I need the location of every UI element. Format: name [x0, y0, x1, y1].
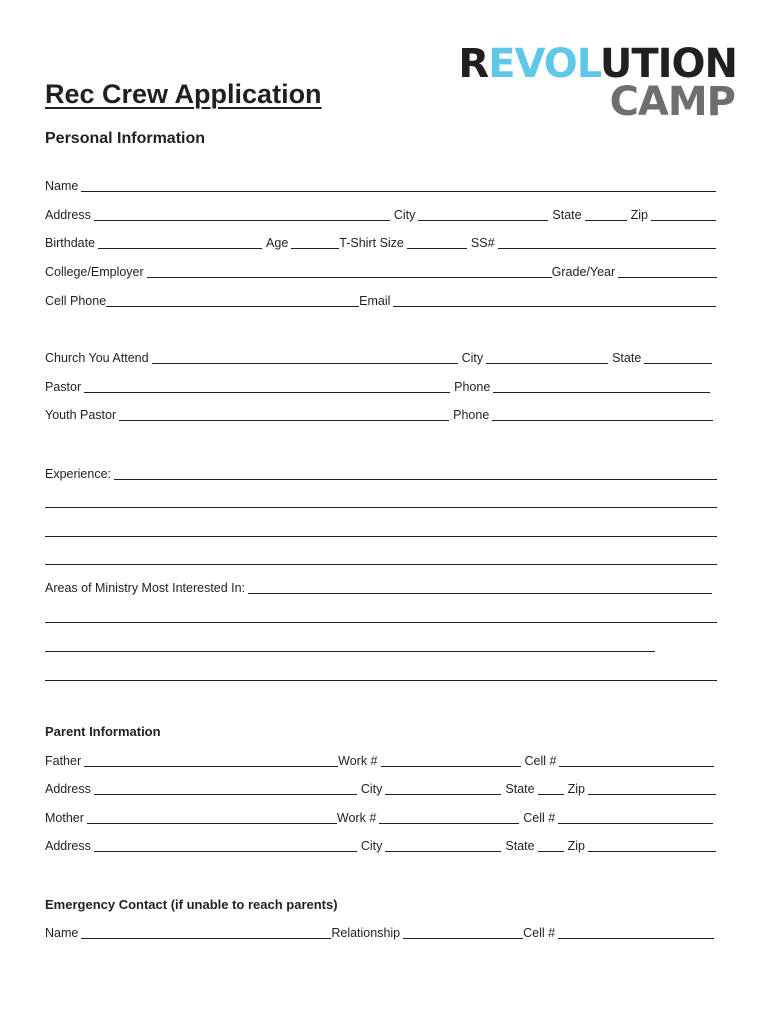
- mother-city-label: City: [360, 839, 383, 853]
- father-address-row: [45, 779, 716, 797]
- grade-field[interactable]: [618, 264, 717, 278]
- section-emergency: Emergency Contact (if unable to reach parents): [45, 897, 338, 912]
- cell-phone-row: [45, 291, 716, 309]
- age-label: Age: [266, 236, 289, 250]
- pastor-label: Pastor: [45, 380, 82, 394]
- church-city-field[interactable]: [486, 350, 608, 364]
- name-field[interactable]: [81, 178, 716, 192]
- relationship-field[interactable]: [403, 925, 523, 939]
- address-field[interactable]: [94, 207, 390, 221]
- areas-label: Areas of Ministry Most Interested In:: [45, 581, 246, 595]
- mother-address-field[interactable]: [94, 838, 357, 852]
- birthdate-label: Birthdate: [45, 236, 96, 250]
- church-field[interactable]: [152, 350, 458, 364]
- father-label: Father: [45, 754, 82, 768]
- page-title: Rec Crew Application: [45, 79, 322, 109]
- emergency-cell-field[interactable]: [558, 925, 714, 939]
- youth-pastor-row: [45, 405, 713, 423]
- father-row: [45, 751, 714, 769]
- zip-field[interactable]: [651, 207, 716, 221]
- areas-line-3[interactable]: [45, 651, 655, 652]
- logo-letters-dark-a: R: [458, 41, 489, 87]
- emergency-name-label: Name: [45, 926, 79, 940]
- experience-field[interactable]: [114, 466, 717, 480]
- father-cell-label: Cell #: [524, 754, 557, 768]
- ss-label: SS#: [470, 236, 495, 250]
- mother-cell-label: Cell #: [523, 811, 556, 825]
- mother-work-label: Work #: [336, 811, 377, 825]
- ss-field[interactable]: [498, 235, 716, 249]
- areas-line-4[interactable]: [45, 680, 717, 681]
- email-field[interactable]: [393, 293, 716, 307]
- logo-line-2: CAMP: [609, 79, 735, 125]
- name-row: [45, 176, 716, 194]
- church-label: Church You Attend: [45, 351, 149, 365]
- areas-field[interactable]: [248, 580, 712, 594]
- mother-label: Mother: [45, 811, 84, 825]
- state-label: State: [552, 208, 582, 222]
- experience-line-4[interactable]: [45, 564, 717, 565]
- section-personal: Personal Information: [45, 130, 206, 147]
- father-address-label: Address: [45, 782, 91, 796]
- pastor-phone-field[interactable]: [493, 379, 710, 393]
- college-field[interactable]: [147, 264, 552, 278]
- relationship-label: Relationship: [331, 926, 401, 940]
- father-zip-field[interactable]: [588, 781, 716, 795]
- mother-zip-label: Zip: [567, 839, 585, 853]
- experience-row: [45, 464, 717, 482]
- mother-state-label: State: [505, 839, 535, 853]
- cell-phone-field[interactable]: [106, 293, 359, 307]
- emergency-cell-label: Cell #: [523, 926, 556, 940]
- experience-line-2[interactable]: [45, 507, 717, 508]
- emergency-name-field[interactable]: [81, 925, 331, 939]
- experience-label: Experience:: [45, 467, 112, 481]
- city-label: City: [393, 208, 416, 222]
- section-parent: Parent Information: [45, 724, 161, 739]
- areas-line-2[interactable]: [45, 622, 717, 623]
- tshirt-field[interactable]: [407, 235, 467, 249]
- mother-city-field[interactable]: [385, 838, 501, 852]
- logo-letters-dark-b: UTION: [599, 41, 737, 87]
- zip-label: Zip: [630, 208, 648, 222]
- mother-work-field[interactable]: [379, 810, 519, 824]
- church-state-field[interactable]: [644, 350, 712, 364]
- father-field[interactable]: [84, 753, 338, 767]
- father-state-field[interactable]: [538, 781, 564, 795]
- father-work-field[interactable]: [381, 753, 521, 767]
- church-state-label: State: [612, 351, 642, 365]
- address-row: [45, 205, 716, 223]
- birthdate-row: [45, 233, 716, 251]
- emergency-row: [45, 923, 714, 941]
- revolution-camp-logo: [452, 41, 737, 125]
- father-zip-label: Zip: [567, 782, 585, 796]
- father-city-field[interactable]: [385, 781, 501, 795]
- church-city-label: City: [461, 351, 484, 365]
- mother-state-field[interactable]: [538, 838, 564, 852]
- pastor-field[interactable]: [84, 379, 450, 393]
- father-work-label: Work #: [338, 754, 378, 768]
- areas-row: [45, 578, 712, 596]
- youth-pastor-phone-label: Phone: [453, 408, 490, 422]
- email-label: Email: [359, 294, 391, 308]
- grade-label: Grade/Year: [551, 265, 616, 279]
- logo-line-1: [458, 41, 737, 87]
- father-address-field[interactable]: [94, 781, 357, 795]
- state-field[interactable]: [585, 207, 627, 221]
- mother-row: [45, 808, 713, 826]
- birthdate-field[interactable]: [98, 235, 262, 249]
- church-row: [45, 348, 712, 366]
- college-label: College/Employer: [45, 265, 144, 279]
- youth-pastor-phone-field[interactable]: [492, 407, 713, 421]
- experience-line-3[interactable]: [45, 536, 717, 537]
- tshirt-label: T-Shirt Size: [339, 236, 404, 250]
- age-field[interactable]: [291, 235, 339, 249]
- father-city-label: City: [360, 782, 383, 796]
- city-field[interactable]: [418, 207, 548, 221]
- mother-address-row: [45, 836, 716, 854]
- college-row: [45, 262, 717, 280]
- address-label: Address: [45, 208, 91, 222]
- mother-zip-field[interactable]: [588, 838, 716, 852]
- mother-field[interactable]: [87, 810, 337, 824]
- pastor-row: [45, 377, 710, 395]
- cell-phone-label: Cell Phone: [45, 294, 107, 308]
- mother-cell-field[interactable]: [558, 810, 713, 824]
- father-state-label: State: [505, 782, 535, 796]
- name-label: Name: [45, 179, 79, 193]
- youth-pastor-label: Youth Pastor: [45, 408, 117, 422]
- father-cell-field[interactable]: [559, 753, 714, 767]
- youth-pastor-field[interactable]: [119, 407, 449, 421]
- logo-letters-blue: EVOL: [488, 41, 600, 87]
- pastor-phone-label: Phone: [454, 380, 491, 394]
- mother-address-label: Address: [45, 839, 91, 853]
